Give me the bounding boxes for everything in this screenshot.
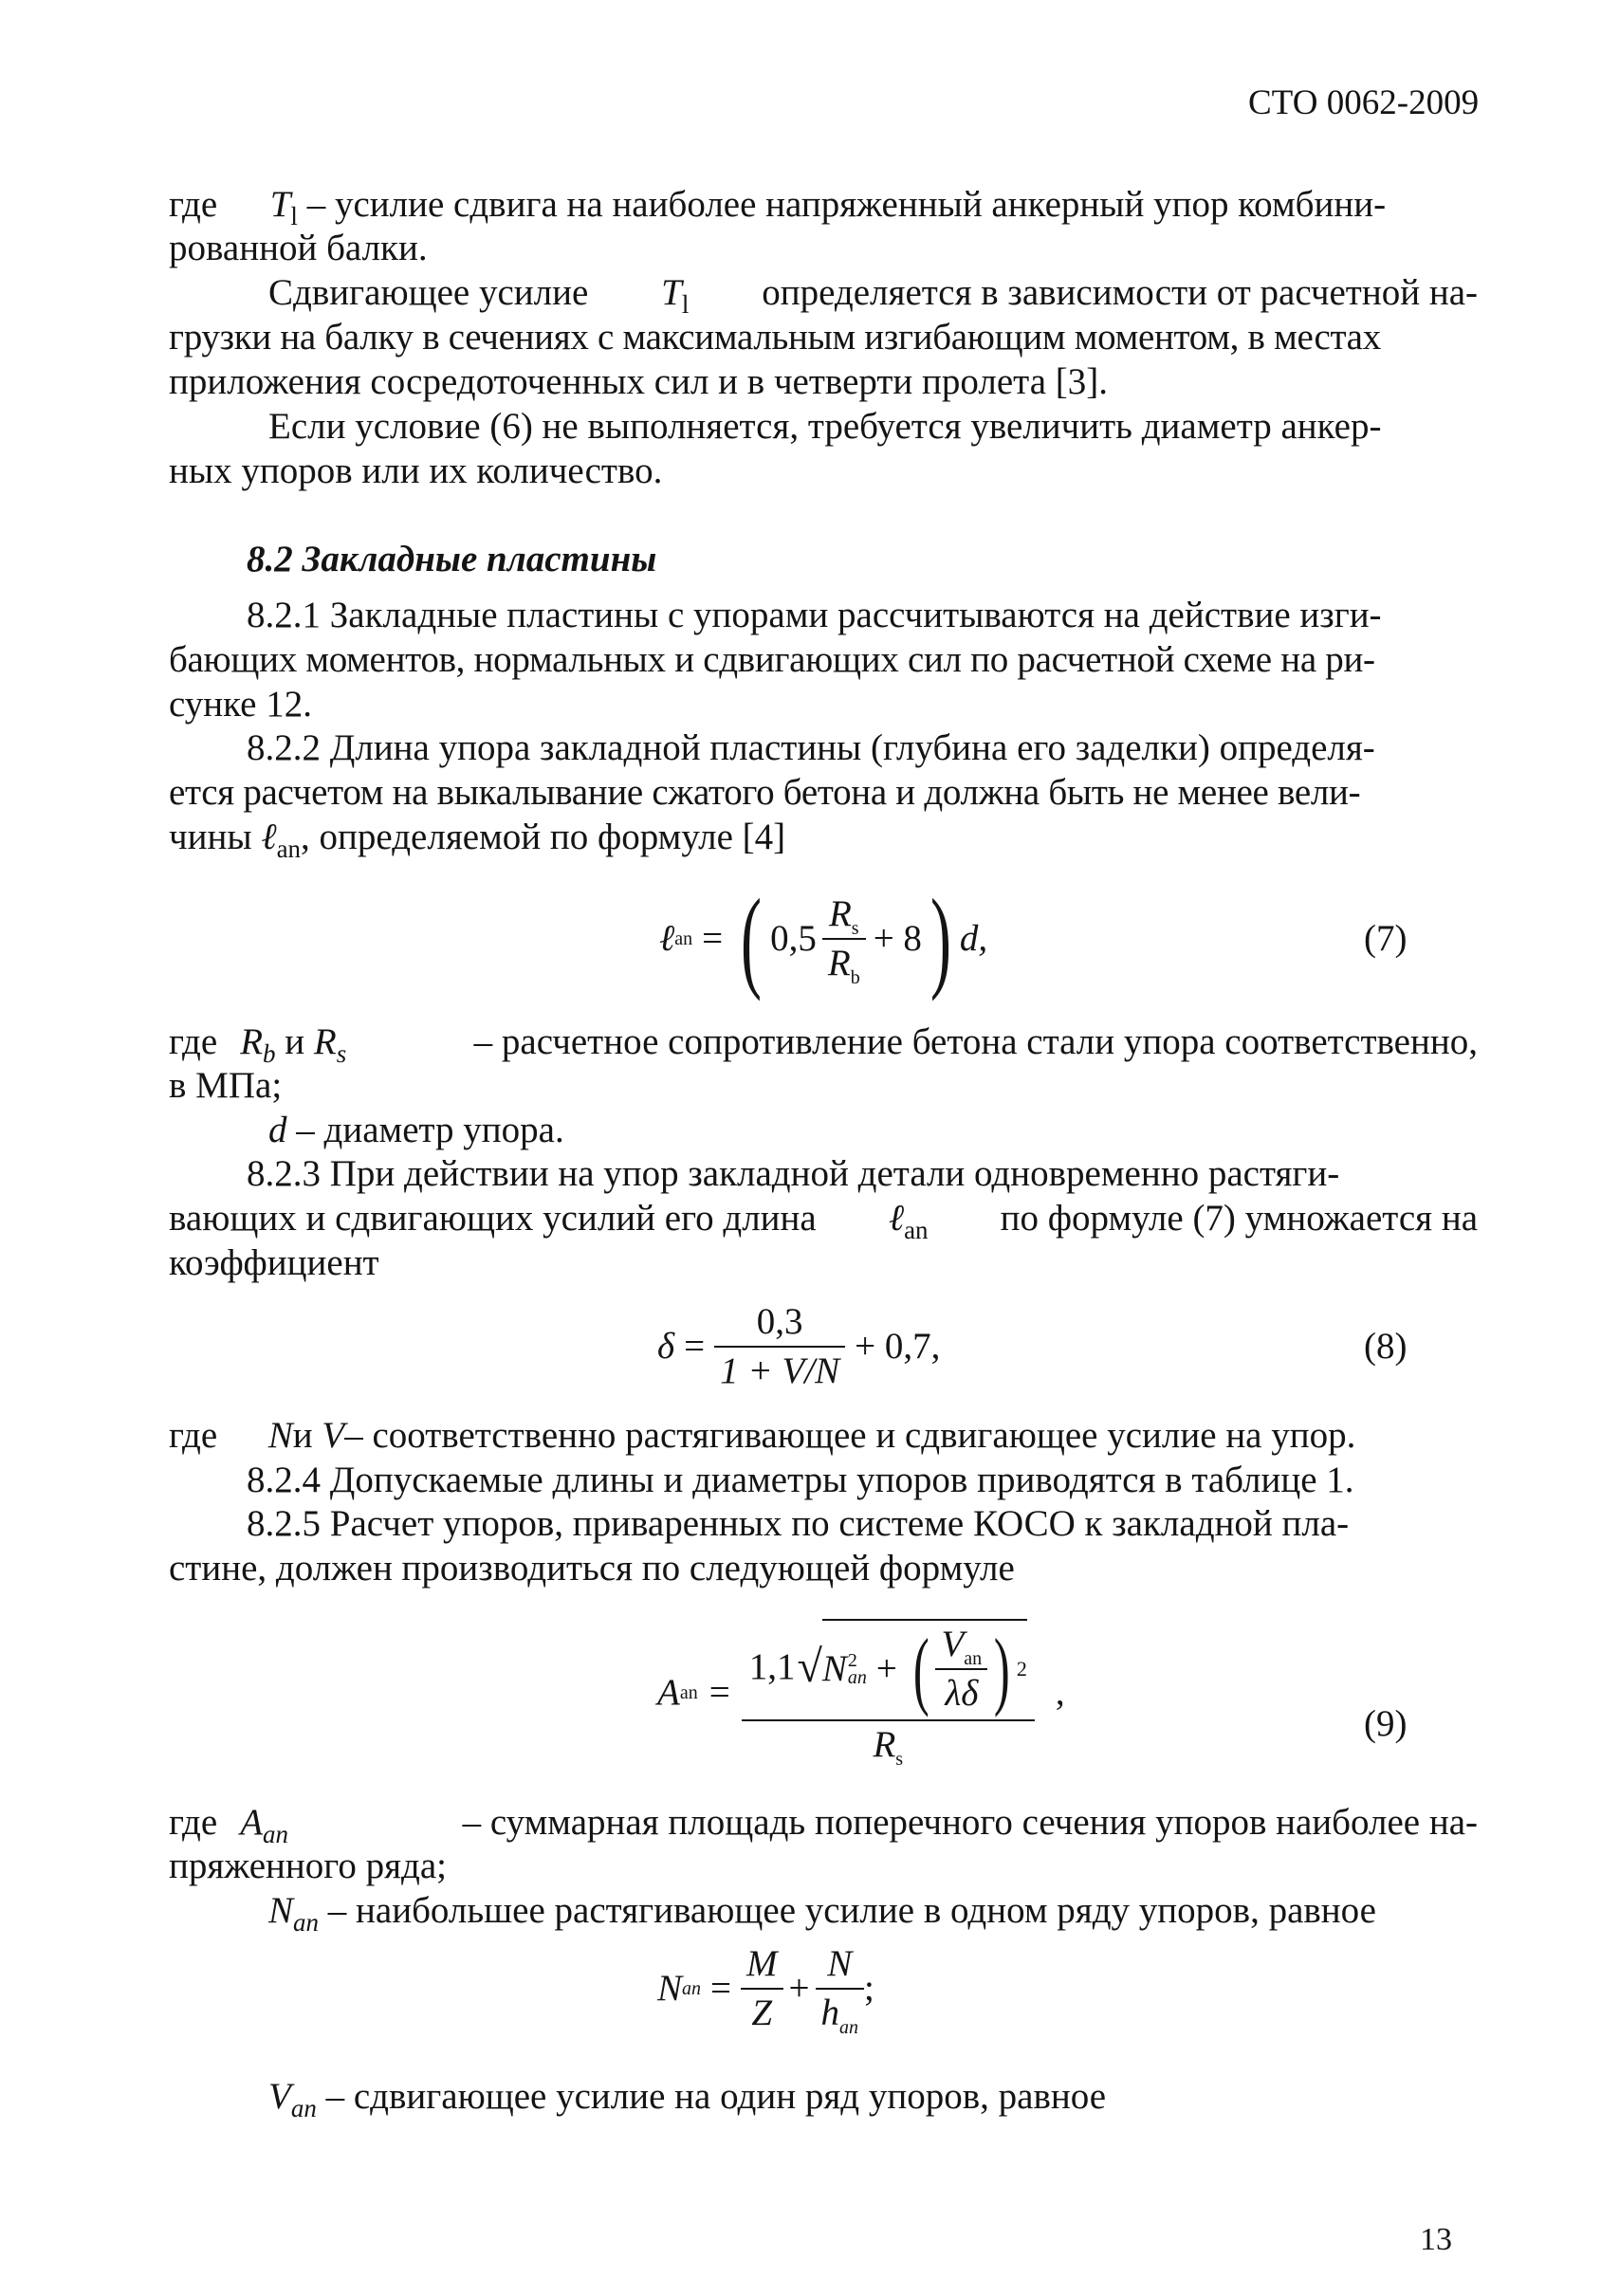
eq-den-sub: b <box>850 967 860 988</box>
eq-coef: 0,5 <box>770 918 817 959</box>
eq-den-h-sub: an <box>839 2017 859 2038</box>
symbol-t: T <box>661 272 682 313</box>
para-text-line: грузки на балку в сечениях с максимальным изгибающим моментом, в местах <box>169 317 1381 358</box>
eq-num-sub: s <box>851 918 859 939</box>
and-word: и <box>292 1415 313 1456</box>
symbol-a-sub: an <box>263 1820 289 1848</box>
eq-fraction-m-z <box>741 1942 783 2035</box>
symbol-l: ℓ <box>261 817 277 857</box>
symbol-t-sub: l <box>681 290 690 319</box>
symbol-v-sub: an <box>290 2094 317 2122</box>
eq-den: 1 + V/N <box>720 1350 840 1391</box>
para-text-line: в МПа; <box>169 1065 283 1106</box>
where-word: где <box>169 184 218 225</box>
para-text: – сдвигающее усилие на один ряд упоров, равное <box>325 2076 1107 2117</box>
symbol-rb: R <box>240 1021 264 1062</box>
para-8-2-5: 8.2.5 Расчет упоров, приваренных по системе КОСО к закладной пла- <box>247 1503 1350 1544</box>
symbol-n: N <box>267 1415 293 1456</box>
eq-num: 0,3 <box>756 1301 803 1342</box>
para-8-2-1: 8.2.1 Закладные пластины с упорами рассчитываются на действие изги- <box>247 595 1382 635</box>
symbol-d: d <box>268 1110 287 1150</box>
symbol-n-sub: an <box>293 1908 320 1937</box>
para-text: – расчетное сопротивление бетона стали упора соответственно, <box>473 1021 1478 1062</box>
eq-inner-fraction <box>935 1623 987 1716</box>
eq-num-m: M <box>746 1943 778 1984</box>
eq-tail: + 0,7, <box>855 1326 941 1367</box>
para-text-line: пряженного ряда; <box>169 1846 447 1886</box>
para-text: – наибольшее растягивающее усилие в одном ряду упоров, равное <box>327 1890 1376 1931</box>
para-where-aan <box>169 1801 1478 1848</box>
eq-equals: = <box>708 1672 730 1713</box>
para-text-line: ется расчетом на выкалывание сжатого бетона и должна быть не менее вели- <box>169 772 1361 813</box>
eq-den-h: h <box>820 1993 840 2033</box>
eq-lhs: A <box>657 1672 680 1713</box>
eq-plus: + 8 <box>873 918 922 959</box>
eq-plus: + <box>875 1648 897 1689</box>
para-text: – диаметр упора. <box>296 1110 564 1150</box>
para-8-2-4: 8.2.4 Допускаемые длины и диаметры упоров приводятся в таблице 1. <box>247 1460 1354 1500</box>
eq-equals: = <box>684 1326 706 1367</box>
eq-den: R <box>873 1724 896 1765</box>
equation-number-8: (8) <box>1364 1326 1408 1367</box>
symbol-v: V <box>268 2076 291 2117</box>
para-text-line: приложения сосредоточенных сил и в четверти пролета [3]. <box>169 361 1108 402</box>
eq-lhs: ℓ <box>659 918 675 959</box>
para-text: вающих и сдвигающих усилий его длина <box>169 1198 817 1239</box>
equation-7: ℓ an = ( 0,5 $\frac{R_s}{R_b}$ + 8 ) d, <box>659 875 988 1001</box>
where-word: где <box>169 1802 218 1843</box>
para-text: – соответственно растягивающее и сдвигающее усилие на упор. <box>344 1415 1356 1456</box>
equation-9: A an = 1,1 √ N 2 an + ( $\frac{V_{an}}{\lambda\delta}$ ) 2 $R_s$ , <box>657 1621 1065 1770</box>
para-text-line: рованной балки. <box>169 228 428 268</box>
para-text-line: ных упоров или их количество. <box>169 450 663 491</box>
para-text-line <box>169 816 786 863</box>
eq-n-sub: an <box>847 1667 867 1688</box>
paren-left: ( <box>741 875 763 1001</box>
eq-comma: , <box>1055 1672 1065 1713</box>
eq-plus: + <box>788 1968 810 2009</box>
para-text: , определяемой по формуле [4] <box>301 817 786 857</box>
eq-fraction <box>714 1300 845 1393</box>
para-text-line: коэффициент <box>169 1242 379 1283</box>
para-text: – суммарная площадь поперечного сечения упоров наиболее на- <box>462 1802 1478 1843</box>
paren-right: ) <box>929 875 951 1001</box>
eq-lhs: δ <box>657 1326 675 1367</box>
eq-coef: 1,1 <box>748 1646 796 1687</box>
where-word: где <box>169 1021 218 1062</box>
equation-nan: N an = $\frac{M}{Z}$ + $\frac{N}{h_{an}}$ ; <box>657 1943 874 2038</box>
eq-n: N <box>821 1648 847 1689</box>
eq-tail: d, <box>959 918 988 959</box>
eq-v-sub: an <box>964 1648 983 1669</box>
page-number: 13 <box>1420 2222 1452 2257</box>
para-text: чины <box>169 817 252 857</box>
symbol-l-sub: an <box>904 1216 929 1244</box>
eq-den-sub: s <box>895 1749 904 1770</box>
eq-semicolon: ; <box>864 1968 874 2009</box>
para-8-2-3: 8.2.3 При действии на упор закладной детали одновременно растяги- <box>247 1153 1340 1194</box>
symbol-t: T <box>269 184 291 225</box>
para-text: по формуле (7) умножается на <box>1000 1198 1478 1239</box>
eq-den-z: Z <box>751 1993 773 2033</box>
equation-8 <box>657 1290 940 1404</box>
symbol-rs-sub: s <box>336 1039 347 1068</box>
symbol-l-sub: an <box>276 835 302 863</box>
eq-n-sup: 2 <box>847 1650 857 1671</box>
para-where-n-v <box>169 1414 1355 1458</box>
para-text-line <box>169 1197 1478 1244</box>
symbol-a: A <box>240 1802 264 1843</box>
para-where-t1 <box>169 183 1478 230</box>
eq-ld: λδ <box>945 1673 979 1714</box>
para-text: определяется в зависимости от расчетной на- <box>762 272 1478 313</box>
symbol-l: ℓ <box>888 1198 905 1239</box>
paren-right: ) <box>994 1621 1010 1717</box>
paren-left: ( <box>912 1621 929 1717</box>
para-text: Сдвигающее усилие <box>268 272 589 313</box>
eq-den: R <box>827 943 851 983</box>
para-shear-force <box>268 271 1478 319</box>
eq-lhs: N <box>657 1968 683 2009</box>
para-text: – усилие сдвига на наиболее напряженный анкерный упор комбини- <box>306 184 1387 225</box>
symbol-n: N <box>268 1890 294 1931</box>
document-code: СТО 0062-2009 <box>1248 83 1480 122</box>
equation-number-7: (7) <box>1364 918 1408 959</box>
symbol-rb-sub: b <box>263 1039 276 1068</box>
para-text-line: стине, должен производиться по следующей формуле <box>169 1548 1015 1589</box>
eq-fraction-n-h <box>816 1942 865 2038</box>
symbol-rs: R <box>313 1021 337 1062</box>
eq-equals: = <box>702 918 724 959</box>
para-van-def <box>268 2075 1107 2122</box>
eq-fraction <box>742 1619 1035 1770</box>
eq-fraction <box>822 892 866 988</box>
para-d-def <box>268 1109 564 1152</box>
para-text-line: бающих моментов, нормальных и сдвигающих сил по расчетной схеме на ри- <box>169 639 1375 680</box>
para-text-line: сунке 12. <box>169 684 312 725</box>
para-where-rb-rs <box>169 1020 1478 1068</box>
eq-equals: = <box>710 1968 732 2009</box>
sqrt-icon: √ <box>797 1642 822 1692</box>
sqrt-body: N 2 an + ( $\frac{V_{an}}{\lambda\delta}$ ) 2 <box>821 1621 1027 1717</box>
eq-num: R <box>828 893 852 934</box>
para-nan-def <box>268 1889 1376 1937</box>
and-word: и <box>285 1021 305 1062</box>
symbol-t-sub: l <box>290 202 298 230</box>
para-condition: Если условие (6) не выполняется, требуется увеличить диаметр анкер- <box>268 406 1382 447</box>
symbol-v: V <box>322 1415 345 1456</box>
equation-number-9: (9) <box>1364 1703 1408 1744</box>
para-8-2-2: 8.2.2 Длина упора закладной пластины (глубина его заделки) определя- <box>247 727 1375 768</box>
eq-num-n: N <box>827 1943 853 1984</box>
section-heading: 8.2 Закладные пластины <box>247 539 657 579</box>
eq-v: V <box>941 1624 965 1664</box>
where-word: где <box>169 1415 218 1456</box>
